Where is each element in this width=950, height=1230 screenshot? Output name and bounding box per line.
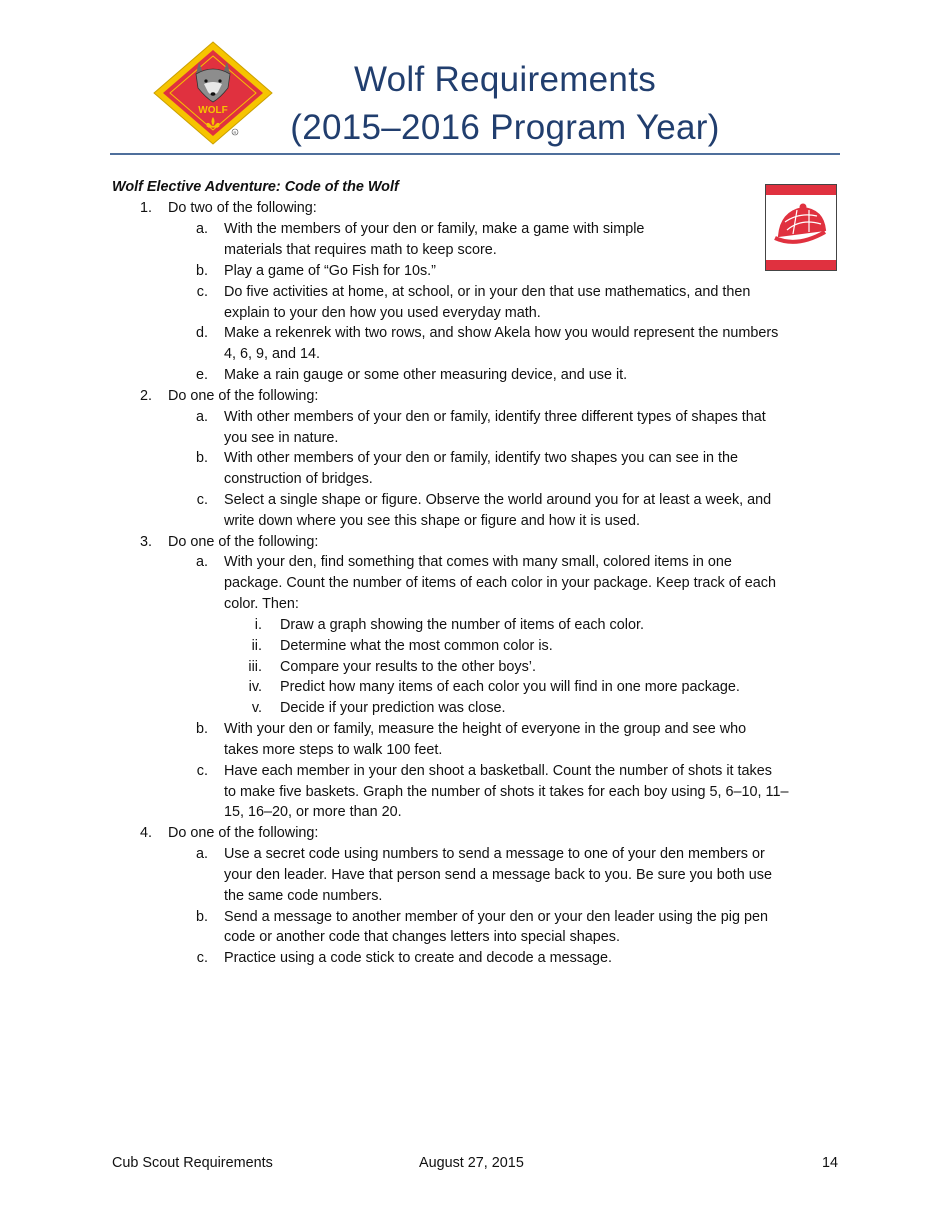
req3b-letter: b. [195,721,208,737]
req3a-iii-numeral: iii. [248,659,262,675]
req4-text: Do one of the following: [168,825,319,841]
req1a-text-cont: materials that requires math to keep score. [224,242,497,258]
req1c-text: Do five activities at home, at school, or in your den that use mathematics, and then [224,284,751,300]
req3a-v-numeral: v. [251,700,262,716]
req3a-iv-text: Predict how many items of each color you will find in one more package. [280,679,740,695]
req3c-text: Have each member in your den shoot a basketball. Count the number of shots it takes [224,763,772,779]
adventure-badge [765,184,837,271]
req1e-text: Make a rain gauge or some other measuring device, and use it. [224,367,628,383]
req3-text: Do one of the following: [168,534,319,550]
req1a-letter: a. [195,221,208,237]
req2b-text-cont: construction of bridges. [224,471,373,487]
req3b-text-cont: takes more steps to walk 100 feet. [224,742,443,758]
req4c-text: Practice using a code stick to create and decode a message. [224,950,612,966]
req2c-text-cont: write down where you see this shape or figure and how it is used. [224,513,640,529]
req3a-i-numeral: i. [254,617,262,633]
req1b-text: Play a game of “Go Fish for 10s.” [224,263,436,279]
req1a-text: With the members of your den or family, make a game with simple [224,221,645,237]
wolf-rank-logo [152,40,274,146]
req2c-text: Select a single shape or figure. Observe the world around you for at least a week, and [224,492,772,508]
adventure-heading: Wolf Elective Adventure: Code of the Wolf [112,179,399,195]
req3a-v-text: Decide if your prediction was close. [280,700,506,716]
req2-text: Do one of the following: [168,388,319,404]
req3a-iii-text: Compare your results to the other boys’. [280,659,536,675]
req3a-text-cont: package. Count the number of items of each color in your package. Keep track of each [224,575,776,591]
page-title: Wolf Requirements [353,60,657,99]
req3a-iv-numeral: iv. [248,679,262,695]
req3a-i-text: Draw a graph showing the number of items of each color. [280,617,644,633]
req4a-text-cont2: the same code numbers. [224,888,383,904]
page-subtitle: (2015–2016 Program Year) [290,108,720,147]
req3c-text-cont: to make five baskets. Graph the number of shots it takes for each boy using 5, 6–10, 11– [224,784,789,800]
req1b-letter: b. [195,263,208,279]
req2a-text: With other members of your den or family, identify three different types of shapes that [224,409,766,425]
req2a-text-cont: you see in nature. [224,430,339,446]
req2-number: 2. [139,388,152,404]
req2a-letter: a. [195,409,208,425]
req3c-letter: c. [196,763,208,779]
header-divider [110,153,840,155]
req2c-letter: c. [196,492,208,508]
req3a-text: With your den, find something that comes with many small, colored items in one [224,554,732,570]
req4-number: 4. [139,825,152,841]
req1-text: Do two of the following: [168,200,317,216]
req3c-text-cont2: 15, 16–20, or more than 20. [224,804,402,820]
req4a-text: Use a secret code using numbers to send a message to one of your den members or [224,846,765,862]
req3a-letter: a. [195,554,208,570]
logo-wolf-text: WOLF [198,105,228,116]
req1d-letter: d. [195,325,208,341]
req1d-text: Make a rekenrek with two rows, and show Akela how you would represent the numbers [224,325,779,341]
req1c-letter: c. [196,284,208,300]
req3a-ii-numeral: ii. [251,638,262,654]
req1e-letter: e. [195,367,208,383]
req1d-text-cont: 4, 6, 9, and 14. [224,346,321,362]
req3a-ii-text: Determine what the most common color is. [280,638,553,654]
req1c-text-cont: explain to your den how you used everyday math. [224,305,541,321]
req3-number: 3. [139,534,152,550]
req4a-text-cont: your den leader. Have that person send a message back to you. Be sure you both use [224,867,772,883]
req4a-letter: a. [195,846,208,862]
svg-text:R: R [233,130,237,135]
req2b-letter: b. [195,450,208,466]
req3b-text: With your den or family, measure the height of everyone in the group and see who [224,721,747,737]
footer-date: August 27, 2015 [419,1155,524,1171]
req4b-text-cont: code or another code that changes letters into special shapes. [224,929,620,945]
req1-number: 1. [139,200,152,216]
req2b-text: With other members of your den or family, identify two shapes you can see in the [224,450,739,466]
req4b-letter: b. [195,909,208,925]
req4c-letter: c. [196,950,208,966]
footer-doc-title: Cub Scout Requirements [112,1155,273,1171]
req3a-text-cont2: color. Then: [224,596,299,612]
req4b-text: Send a message to another member of your den or your den leader using the pig pen [224,909,768,925]
footer-page-number: 14 [821,1155,838,1171]
